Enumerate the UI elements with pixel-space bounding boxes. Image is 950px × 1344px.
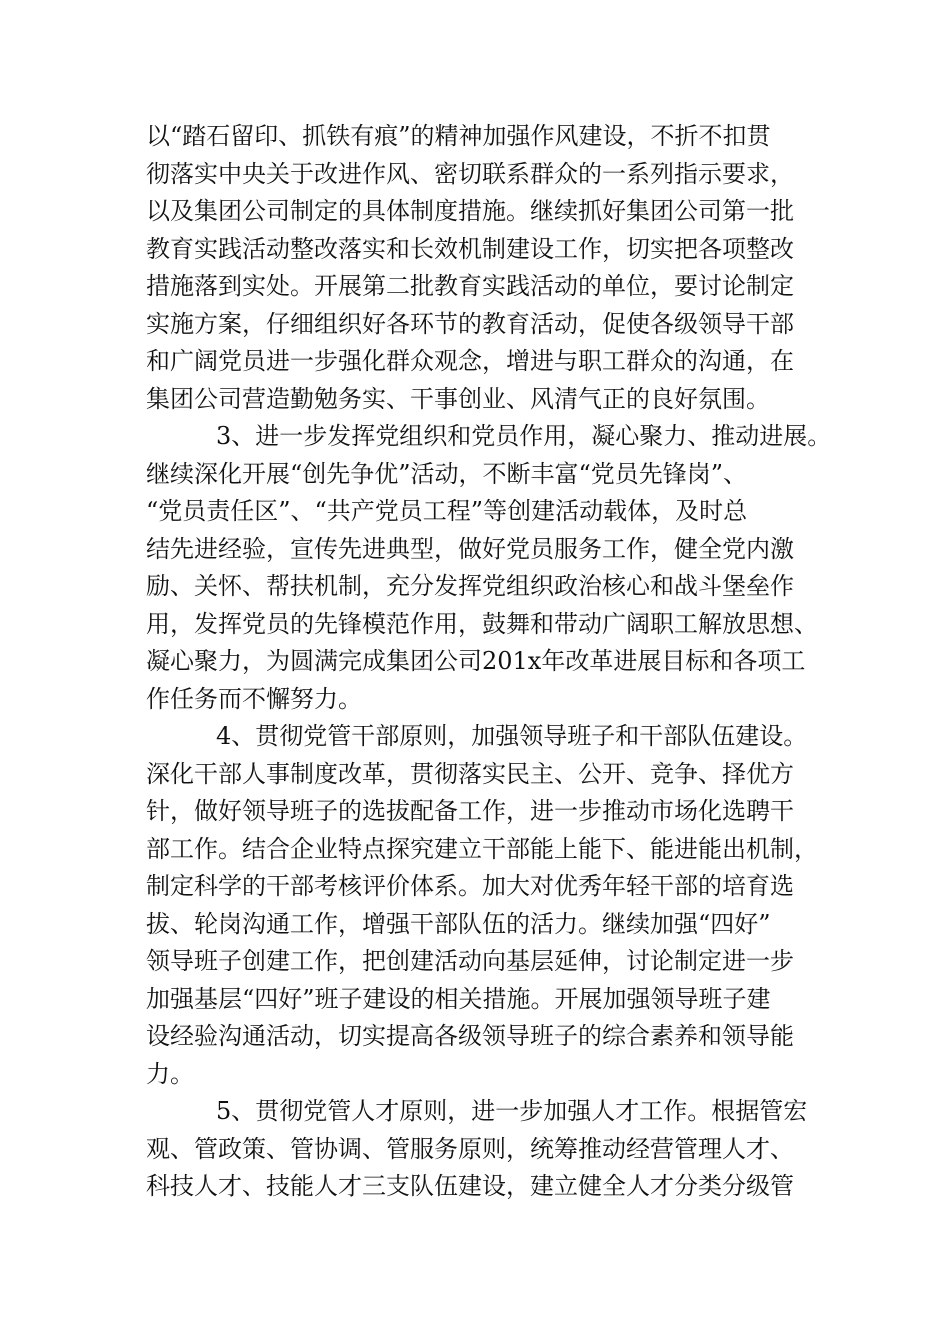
text-line: 领导班子创建工作，把创建活动向基层延伸，讨论制定进一步 bbox=[146, 947, 794, 975]
document-body bbox=[146, 118, 832, 1206]
text-line: 力。 bbox=[146, 1059, 194, 1088]
text-line: 以及集团公司制定的具体制度措施。继续抓好集团公司第一批 bbox=[146, 197, 794, 225]
text-line: 集团公司营造勤勉务实、干事创业、风清气正的良好氛围。 bbox=[146, 384, 770, 413]
text-line: 励、关怀、帮扶机制，充分发挥党组织政治核心和战斗堡垒作 bbox=[146, 572, 794, 600]
paragraph-5-heading: 5、贯彻党管人才原则，进一步加强人才工作。根据管宏 bbox=[216, 1097, 808, 1125]
text-line: 实施方案，仔细组织好各环节的教育活动，促使各级领导干部 bbox=[146, 309, 794, 338]
text-line: 和广阔党员进一步强化群众观念，增进与职工群众的沟通，在 bbox=[146, 347, 794, 375]
text-line: 针，做好领导班子的选拔配备工作，进一步推动市场化选聘干 bbox=[146, 797, 794, 825]
text-line: 用，发挥党员的先锋模范作用，鼓舞和带动广阔职工解放思想、 bbox=[146, 609, 818, 638]
text-line: 凝心聚力，为圆满完成集团公司201x年改革进展目标和各项工 bbox=[146, 647, 806, 675]
text-line: “党员责任区”、“共产党员工程”等创建活动载体，及时总 bbox=[146, 497, 748, 525]
text-line: 继续深化开展“创先争优”活动，不断丰富“党员先锋岗”、 bbox=[146, 459, 748, 488]
text-line: 部工作。结合企业特点探究建立干部能上能下、能进能出机制， bbox=[146, 834, 818, 863]
text-line: 加强基层“四好”班子建设的相关措施。开展加强领导班子建 bbox=[146, 984, 771, 1013]
text-line: 观、管政策、管协调、管服务原则，统筹推动经营管理人才、 bbox=[146, 1134, 794, 1163]
text-line: 以“踏石留印、抓铁有痕”的精神加强作风建设，不折不扣贯 bbox=[146, 122, 771, 150]
text-line: 设经验沟通活动，切实提高各级领导班子的综合素养和领导能 bbox=[146, 1022, 794, 1050]
text-line: 教育实践活动整改落实和长效机制建设工作，切实把各项整改 bbox=[146, 234, 794, 263]
text-line: 深化干部人事制度改革，贯彻落实民主、公开、竞争、择优方 bbox=[146, 759, 794, 788]
paragraph-3-heading: 3、进一步发挥党组织和党员作用，凝心聚力、推动进展。 bbox=[216, 422, 832, 450]
text-line: 作任务而不懈努力。 bbox=[146, 684, 362, 713]
text-line: 拔、轮岗沟通工作，增强干部队伍的活力。继续加强“四好” bbox=[146, 909, 771, 938]
text-line: 措施落到实处。开展第二批教育实践活动的单位，要讨论制定 bbox=[146, 272, 794, 300]
paragraph-4-heading: 4、贯彻党管干部原则，加强领导班子和干部队伍建设。 bbox=[216, 722, 808, 750]
text-line: 科技人才、技能人才三支队伍建设，建立健全人才分类分级管 bbox=[146, 1172, 794, 1200]
text-line: 结先进经验，宣传先进典型，做好党员服务工作，健全党内激 bbox=[146, 534, 794, 563]
text-line: 彻落实中央关于改进作风、密切联系群众的一系列指示要求， bbox=[146, 159, 794, 188]
text-line: 制定科学的干部考核评价体系。加大对优秀年轻干部的培育选 bbox=[146, 872, 794, 900]
